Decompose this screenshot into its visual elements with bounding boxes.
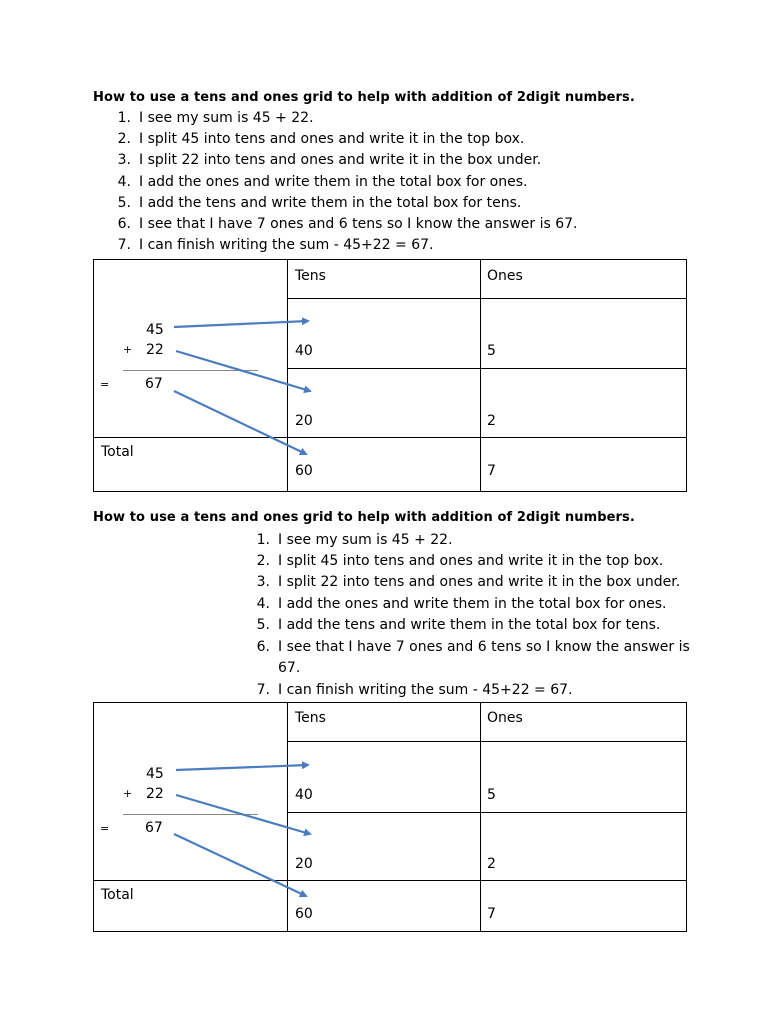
arrow-icon [174,391,306,454]
row1-tens: 40 [295,343,313,359]
plus-sign: + [123,343,133,356]
sum-result: 67 [145,820,163,836]
addend-2: 22 [146,786,164,802]
arrow-icon [176,795,310,834]
section-heading: How to use a tens and ones grid to help with addition of 2digit numbers. [93,90,635,105]
row2-tens: 20 [295,413,313,429]
total-ones: 7 [487,906,496,922]
addend-1: 45 [146,766,164,782]
ones-header: Ones [487,710,523,726]
equals-sign: = [100,378,110,391]
row1-tens: 40 [295,787,313,803]
row2-ones: 2 [487,856,496,872]
addend-1: 45 [146,322,164,338]
total-tens: 60 [295,906,313,922]
row2-ones: 2 [487,413,496,429]
equals-sign: = [100,822,110,835]
total-tens: 60 [295,463,313,479]
total-ones: 7 [487,463,496,479]
arrow-group-1 [174,321,310,454]
row2-tens: 20 [295,856,313,872]
tens-header: Tens [295,268,326,284]
arrow-group-2 [174,765,310,896]
section-heading: How to use a tens and ones grid to help with addition of 2digit numbers. [93,510,635,525]
arrow-icon [176,351,310,391]
arrow-icon [174,834,306,896]
tens-header: Tens [295,710,326,726]
sum-result: 67 [145,376,163,392]
addend-2: 22 [146,342,164,358]
row1-ones: 5 [487,787,496,803]
arrow-icon [174,321,308,327]
row1-ones: 5 [487,343,496,359]
plus-sign: + [123,787,133,800]
ones-header: Ones [487,268,523,284]
arrow-icon [176,765,308,770]
total-label: Total [101,887,134,903]
total-label: Total [101,444,134,460]
